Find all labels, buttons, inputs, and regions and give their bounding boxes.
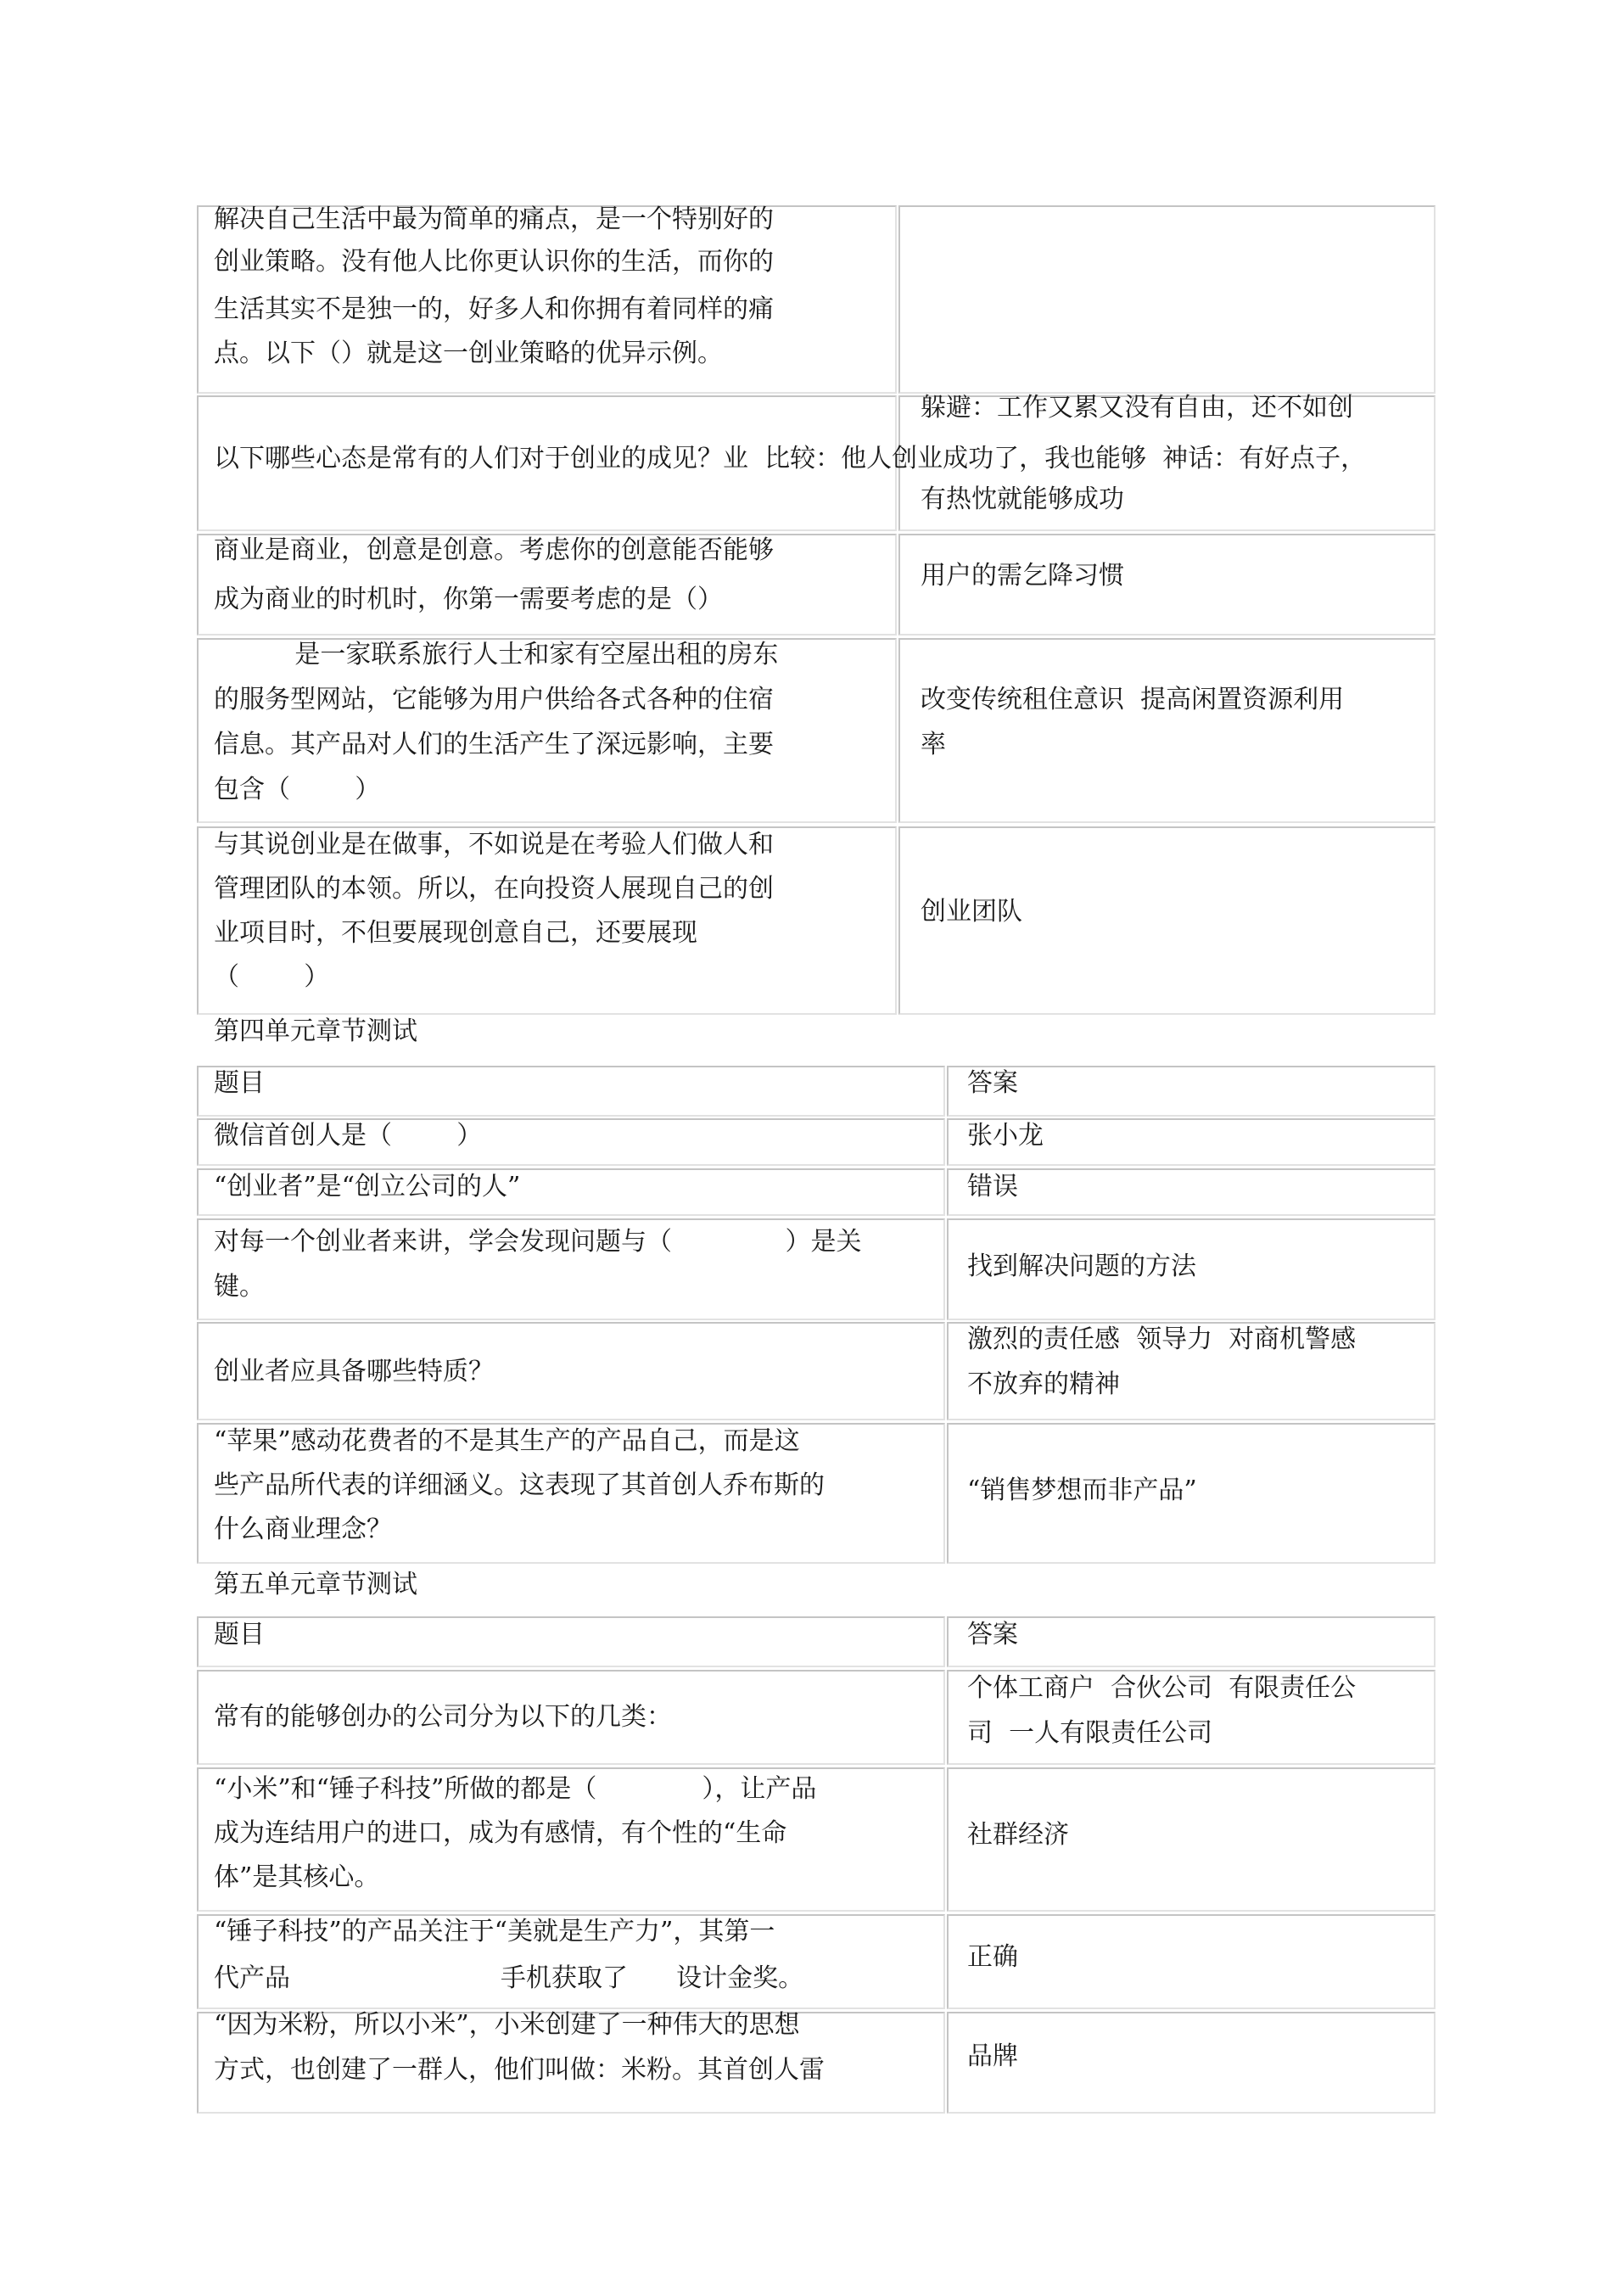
question-text: “锤子科技”的产品关注于“美就是生产力”，其第一 (214, 1917, 775, 1946)
answer-text: “销售梦想而非产品” (967, 1476, 1197, 1505)
table-cell (947, 1616, 1436, 1667)
question-text: 方式，也创建了一群人，他们叫做：米粉。其首创人雷 (214, 2055, 825, 2085)
question-text: 业项目时，不但要展现创意自己，还要展现 (214, 918, 697, 948)
question-text: 什么商业理念？ (214, 1515, 392, 1544)
question-text: 创业者应具备哪些特质？ (214, 1357, 494, 1386)
question-text: “苹果”感动花费者的不是其生产的产品自己，而是这 (214, 1426, 800, 1456)
question-text: “因为米粉，所以小米”，小米创建了一种伟大的思想 (214, 2010, 800, 2040)
answer-text: 社群经济 (967, 1820, 1069, 1850)
answer-text: 激烈的责任感 领导力 对商机警感 (967, 1324, 1357, 1354)
answer-text: 司 一人有限责任公司 (967, 1718, 1213, 1748)
answer-text: 躲避：工作又累又没有自由，还不如创 (921, 393, 1353, 423)
section-title: 第五单元章节测试 (214, 1570, 417, 1599)
answer-text: 找到解决问题的方法 (967, 1252, 1196, 1281)
answer-text: 错误 (967, 1172, 1018, 1201)
question-text: 代产品 手机获取了 设计金奖。 (214, 1963, 804, 1993)
column-header: 题目 (214, 1068, 265, 1098)
question-text: 成为商业的时机时，你第一需要考虑的是（） (214, 585, 723, 614)
answer-text: 张小龙 (967, 1121, 1044, 1151)
answer-text: 率 (921, 730, 946, 759)
table-cell (197, 1066, 945, 1117)
question-text: 成为连结用户的进口，成为有感情，有个性的“生命 (214, 1818, 787, 1848)
question-text: 点。以下（）就是这一创业策略的优异示例。 (214, 339, 723, 368)
table-cell (898, 638, 1436, 823)
column-header: 答案 (967, 1620, 1018, 1649)
question-text: 对每一个创业者来讲，学会发现问题与（ ）是关 (214, 1227, 862, 1257)
question-text: 商业是商业，创意是创意。考虑你的创意能否能够 (214, 535, 774, 565)
answer-text: 品牌 (967, 2041, 1018, 2071)
question-text: 些产品所代表的详细涵义。这表现了其首创人乔布斯的 (214, 1470, 825, 1500)
question-text: 生活其实不是独一的，好多人和你拥有着同样的痛 (214, 294, 774, 324)
question-text: （ ） (214, 962, 330, 992)
table-cell (947, 1168, 1436, 1216)
answer-text: 改变传统租住意识 提高闲置资源利用 (921, 685, 1345, 714)
answer-text: 创业团队 (921, 897, 1022, 927)
table-cell (197, 1616, 945, 1667)
question-text: 微信首创人是（ ） (214, 1121, 483, 1151)
question-text: 以下哪些心态是常有的人们对于创业的成见？业 比较：他人创业成功了，我也能够 神话：有好点子， (214, 444, 1367, 473)
table-cell (947, 2012, 1436, 2114)
question-text: 创业策略。没有他人比你更认识你的生活，而你的 (214, 247, 774, 277)
column-header: 题目 (214, 1620, 265, 1649)
question-text: 信息。其产品对人们的生活产生了深远影响，主要 (214, 730, 774, 759)
answer-text: 不放弃的精神 (967, 1369, 1120, 1399)
question-text: 键。 (214, 1272, 265, 1302)
answer-text: 个体工商户 合伙公司 有限责任公 (967, 1673, 1357, 1703)
table-cell (898, 205, 1436, 394)
question-text: 体”是其核心。 (214, 1862, 380, 1892)
question-text: 包含（ ） (214, 775, 381, 804)
question-text: “小米”和“锤子科技”所做的都是（ ），让产品 (214, 1774, 817, 1804)
table-cell (947, 1914, 1436, 2009)
column-header: 答案 (967, 1068, 1018, 1098)
answer-text: 有热忱就能够成功 (921, 484, 1124, 514)
answer-text: 用户的需乞降习惯 (921, 561, 1124, 591)
question-text: “创业者”是“创立公司的人” (214, 1172, 521, 1201)
table-cell (947, 1066, 1436, 1117)
section-title: 第四单元章节测试 (214, 1016, 417, 1046)
question-text: 常有的能够创办的公司分为以下的几类： (214, 1702, 672, 1732)
question-text: 解决自己生活中最为简单的痛点，是一个特别好的 (214, 204, 774, 234)
question-text: 是一家联系旅行人士和家有空屋出租的房东 (214, 640, 779, 669)
question-text: 管理团队的本领。所以，在向投资人展现自己的创 (214, 874, 774, 904)
question-text: 的服务型网站，它能够为用户供给各式各种的住宿 (214, 685, 774, 714)
answer-text: 正确 (967, 1942, 1018, 1972)
question-text: 与其说创业是在做事，不如说是在考验人们做人和 (214, 830, 774, 860)
